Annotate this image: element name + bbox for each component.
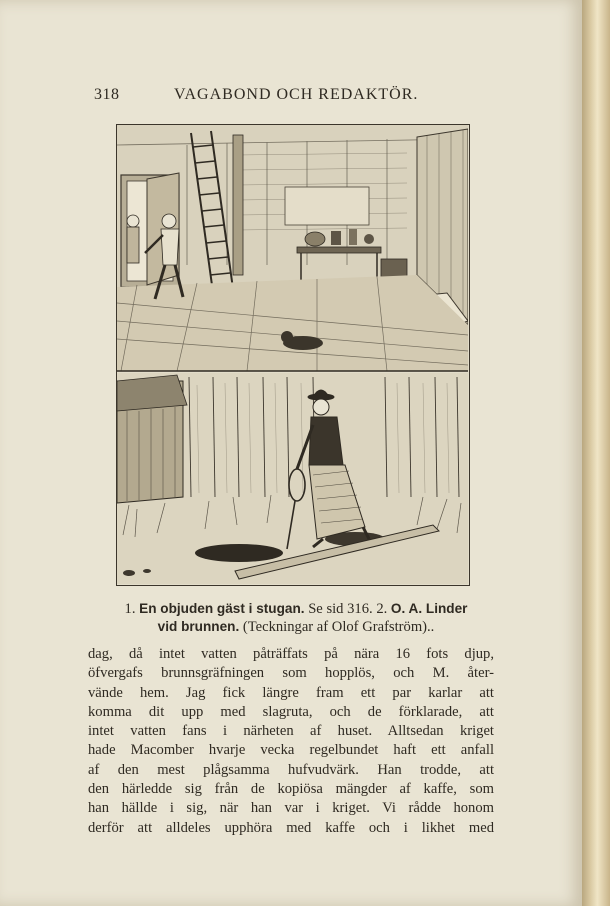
caption-title-2-line1: O. A. Linder xyxy=(390,601,468,616)
figure-caption xyxy=(94,600,498,636)
illustration-drawing xyxy=(117,125,468,584)
text-line: den härledde sig från de kopiösa mängder af kaffe, som xyxy=(88,781,494,798)
caption-credit: (Teckningar af Olof Grafström).. xyxy=(239,619,435,635)
text-line: hade Macomber hvarje vecka regelbundet haft ett anfall xyxy=(88,742,494,759)
caption-title-2-line2: vid brunnen. xyxy=(157,619,240,634)
running-title: VAGABOND OCH REDAKTÖR. xyxy=(174,86,419,103)
caption-reference: Se sid 316. xyxy=(304,601,377,617)
text-line: dag, då intet vatten påträffats på nära 16 fots djup, xyxy=(88,646,494,662)
cabin-interior-illustration-icon xyxy=(117,125,468,371)
text-line: af den mest plågsamma hufvudvärk. Han trodde, att xyxy=(88,761,494,778)
man-at-well-illustration-icon xyxy=(117,373,468,584)
running-header xyxy=(94,86,494,110)
book-spine-edge xyxy=(582,0,610,906)
text-line: han hällde i sig, när han var i kriget. Vi rådde honom xyxy=(88,800,494,817)
illustration-plate xyxy=(116,124,470,586)
text-line: komma dit upp med slagruta, och de förklarade, att xyxy=(88,703,494,720)
caption-title-1: En objuden gäst i stugan. xyxy=(139,601,305,616)
caption-number-2: 2. xyxy=(376,601,388,617)
text-line: öfvergafs brunnsgräfningen som hopplös, och M. åter- xyxy=(88,665,494,682)
text-line: derför att alldeles upphöra med kaffe och i likhet med xyxy=(88,819,494,836)
caption-number-1: 1. xyxy=(124,601,136,617)
text-line: vände hem. Jag fick längre fram ett par karlar att xyxy=(88,684,494,701)
body-paragraph xyxy=(88,645,494,838)
text-line: intet vatten fans i närheten af huset. Alltsedan kriget xyxy=(88,723,494,740)
page-number: 318 xyxy=(94,86,120,103)
